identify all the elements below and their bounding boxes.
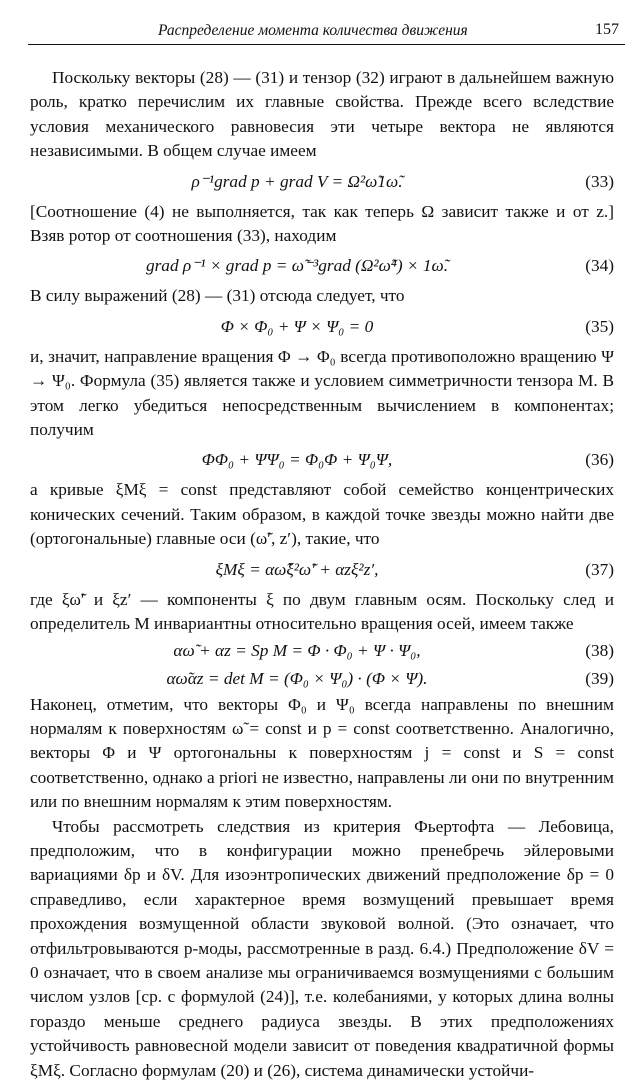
equation-number: (39) (585, 668, 614, 688)
equation-expression: αω̃αz = det M = (Φ₀ × Ψ₀) · (Φ × Ψ). (166, 668, 428, 688)
equation-33 (30, 164, 614, 200)
equation-39 (30, 665, 614, 693)
equation-number: (38) (585, 640, 614, 660)
paragraph: Чтобы рассмотреть следствия из критерия Фьертофта — Лебовица, предположим, что в конфигурации можно пренебречь эйлеровыми вариациями δp и δV. Для изоэнтропических движений предположение δp = 0 справедливо, если характерное время возмущений превышает время прохождения возмущенной области звуковой волной. (Это означает, что отфильтровываются p-моды, рассмотренные в разд. 6.4.) Предположение δV = 0 означает, что в своем анализе мы ограничиваемся возмущениями с большим числом узлов [ср. с формулой (24)], т.е. колебаниями, у которых длина волны гораздо меньше среднего радиуса звезды. В этих предположениях устойчивость равновесной модели зависит от поведения квадратичной формы ξMξ. Согласно формулам (20) и (26), система динамически устойчи- (30, 816, 614, 1080)
equation-number: (37) (585, 559, 614, 579)
equation-expression: ξMξ = αω̃ξ²ω̃′ + αzξ²z′, (215, 559, 379, 579)
paragraph: [Соотношение (4) не выполняется, так как теперь Ω зависит также и от z.] Взяв ротор от соотношения (33), находим (30, 201, 614, 246)
equation-number: (34) (585, 256, 614, 276)
equation-expression: ΦΦ₀ + ΨΨ₀ = Φ₀Φ + Ψ₀Ψ, (201, 450, 393, 470)
page-header (28, 18, 625, 45)
running-title: Распределение момента количества движения (158, 22, 468, 39)
paragraph: Наконец, отметим, что векторы Φ₀ и Ψ₀ всегда направлены по внешним нормалям к поверхностям ω̃ = const и p = const соответственно. Аналогично, векторы Φ и Ψ ортогональны к поверхностям j = const и S = const соответственно, однако a priori не известно, направлены ли они по внутренним или по внешним нормалям к этим поверхностям. (30, 694, 614, 812)
paragraph: Поскольку векторы (28) — (31) и тензор (32) играют в дальнейшем важную роль, кратко перечислим их главные свойства. Прежде всего вследствие условия механического равновесия эти четыре вектора не являются независимыми. В общем случае имеем (30, 68, 614, 161)
paragraph: а кривые ξMξ = const представляют собой семейство концентрических конических сечений. Таким образом, в каждой точке звезды можно найти две (ортогональные) главные оси (ω̃′, z′), такие, что (30, 480, 614, 549)
paragraph: и, значит, направление вращения Φ → Φ₀ всегда противоположно вращению Ψ → Ψ₀. Формула (35) является также и условием симметричности тензора M. В этом легко убедиться непосредственным вычислением в компонентах; получим (30, 346, 614, 440)
equation-expression: ρ⁻¹grad p + grad V = Ω²ω̃1ω̃. (191, 171, 403, 191)
equation-expression: αω̃ + αz = Sp M = Φ · Φ₀ + Ψ · Ψ₀, (173, 640, 421, 660)
equation-36 (30, 442, 614, 478)
page-body (30, 66, 614, 1083)
equation-expression: Φ × Φ₀ + Ψ × Ψ₀ = 0 (220, 316, 374, 336)
equation-number: (35) (585, 316, 614, 336)
page-number: 157 (595, 21, 619, 38)
paragraph: где ξω̃′ и ξz′ — компоненты ξ по двум главным осям. Поскольку след и определитель M инвариантны относительно вращения осей, имеем также (30, 589, 614, 634)
equation-38 (30, 637, 614, 665)
paragraph: В силу выражений (28) — (31) отсюда следует, что (30, 286, 405, 306)
equation-37 (30, 552, 614, 588)
equation-number: (36) (585, 450, 614, 470)
equation-35 (30, 309, 614, 345)
equation-number: (33) (585, 171, 614, 191)
equation-expression: grad ρ⁻¹ × grad p = ω̃⁻³grad (Ω²ω̃⁴) × 1ω̃. (145, 256, 449, 276)
equation-34 (30, 248, 614, 284)
